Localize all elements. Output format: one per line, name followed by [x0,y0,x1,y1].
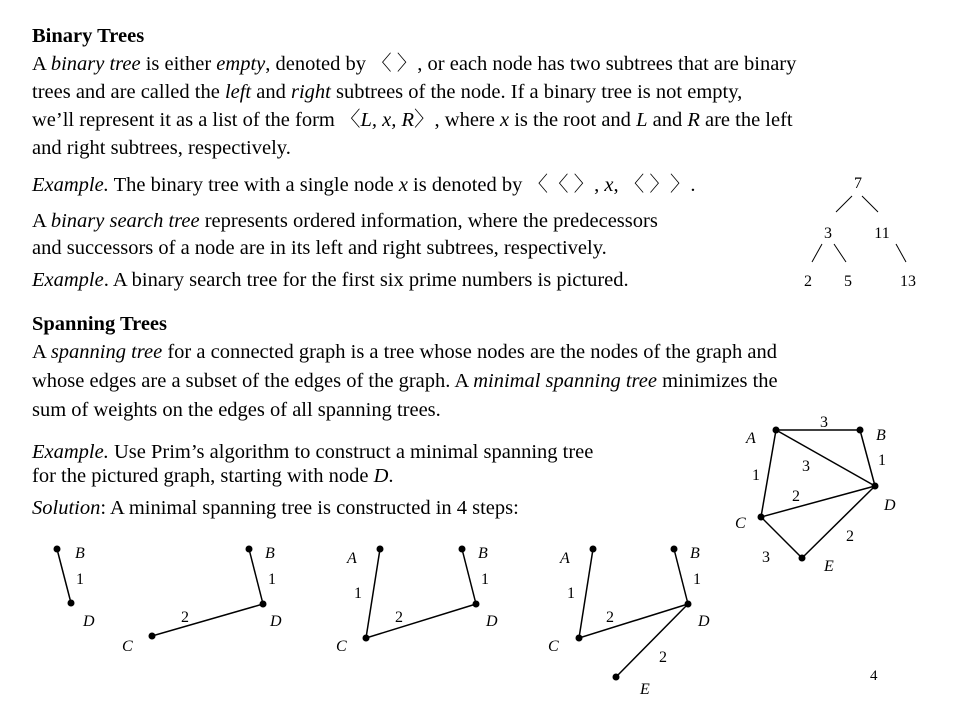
step4-edge-B-D [674,549,688,604]
step2-edge-C-D [152,604,263,636]
graph-edge-D-E [802,486,875,558]
step4-weight-A-C: 1 [567,585,575,602]
step3-node-D-dot [473,601,480,608]
weighted-graph-figure [735,414,896,575]
step2-label-D: D [270,613,282,630]
bst-node-5: 5 [844,273,852,290]
step3-label-C: C [336,638,347,655]
graph-node-label-D: D [884,497,896,514]
graph-node-D-dot [872,483,879,490]
step4-edge-A-C [579,549,593,638]
step2-label-B: B [265,545,275,562]
binary-tree-example1: Example. The binary tree with a single node x is denoted by 〈〈 〉, x, 〈 〉〉. [32,174,696,196]
graph-weight-A-D: 3 [802,458,810,475]
page-number: 4 [870,668,878,684]
step4-node-B-dot [671,546,678,553]
prim-step-4 [548,545,710,698]
step3-node-C-dot [363,635,370,642]
bst-definition-line1: A binary search tree represents ordered information, where the predecessors [32,210,658,232]
step1-edge-B-D [57,549,71,603]
graph-edge-A-C [761,430,776,517]
step3-label-B: B [478,545,488,562]
bst-node-7: 7 [854,175,862,192]
graph-weight-C-E: 3 [762,549,770,566]
step4-label-E: E [640,681,650,698]
step4-node-D-dot [685,601,692,608]
step3-weight-B-D: 1 [481,571,489,588]
graph-weight-A-C: 1 [752,467,760,484]
step3-label-D: D [486,613,498,630]
binary-tree-definition-line2: trees and are called the left and right subtrees of the node. If a binary tree is not empty, [32,81,743,103]
step2-label-C: C [122,638,133,655]
binary-tree-definition-line3: we’ll represent it as a list of the form 〈L, x, R〉, where x is the root and L and R are the left [32,109,793,131]
step4-node-E-dot [613,674,620,681]
bst-definition-line2: and successors of a node are in its left and right subtrees, respectively. [32,237,607,259]
step4-label-A: A [560,550,570,567]
step4-node-A-dot [590,546,597,553]
bst-node-11: 11 [874,225,890,242]
binary-tree-definition-line1: A binary tree is either empty, denoted by 〈 〉, or each node has two subtrees that are binary [32,53,797,75]
graph-edge-A-D [776,430,875,486]
step1-node-D-dot [68,600,75,607]
bst-edge-11-13 [896,244,906,262]
bst-node-3: 3 [824,225,832,242]
graph-node-label-A: A [746,430,756,447]
graph-node-A-dot [773,427,780,434]
graph-node-C-dot [758,514,765,521]
step4-label-C: C [548,638,559,655]
step2-weight-B-D: 1 [268,571,276,588]
step2-weight-C-D: 2 [181,609,189,626]
step3-node-A-dot [377,546,384,553]
graph-node-label-C: C [735,515,746,532]
spanning-trees-heading: Spanning Trees [32,313,168,335]
step3-weight-C-D: 2 [395,609,403,626]
step2-node-D-dot [260,601,267,608]
bst-figure [804,175,916,290]
bst-node-2: 2 [804,273,812,290]
graph-edge-B-D [860,430,875,486]
graph-edge-C-D [761,486,875,517]
graph-weight-B-D: 1 [878,452,886,469]
step4-node-C-dot [576,635,583,642]
graph-node-label-B: B [876,427,886,444]
prim-example-line1: Example. Use Prim’s algorithm to construct a minimal spanning tree [32,441,594,463]
step1-weight-B-D: 1 [76,571,84,588]
prim-example-line2: for the pictured graph, starting with node D. [32,465,394,487]
step1-node-B-dot [54,546,61,553]
graph-node-E-dot [799,555,806,562]
graph-weight-C-D: 2 [792,488,800,505]
prim-step-1 [54,545,96,630]
spanning-tree-definition-line2: whose edges are a subset of the edges of the graph. A minimal spanning tree minimizes the [32,370,778,392]
step3-edge-A-C [366,549,380,638]
step1-label-D: D [83,613,95,630]
spanning-tree-definition-line3: sum of weights on the edges of all spanning trees. [32,399,441,421]
binary-trees-heading: Binary Trees [32,25,145,47]
graph-weight-D-E: 2 [846,528,854,545]
bst-edge-7-3 [836,196,852,212]
bst-example: Example. A binary search tree for the first six prime numbers is pictured. [32,269,629,291]
bst-edge-7-11 [862,196,878,212]
step2-node-C-dot [149,633,156,640]
step3-node-B-dot [459,546,466,553]
bst-node-13: 13 [900,273,916,290]
step3-weight-A-C: 1 [354,585,362,602]
binary-tree-definition-line4: and right subtrees, respectively. [32,137,291,159]
graph-weight-A-B: 3 [820,414,828,431]
graph-node-B-dot [857,427,864,434]
step2-edge-B-D [249,549,263,604]
prim-step-3 [336,545,498,655]
prim-solution: Solution: A minimal spanning tree is constructed in 4 steps: [32,497,519,519]
spanning-tree-definition-line1: A spanning tree for a connected graph is a tree whose nodes are the nodes of the graph and [32,341,777,363]
step4-weight-D-E: 2 [659,649,667,666]
step4-label-B: B [690,545,700,562]
step2-node-B-dot [246,546,253,553]
step1-label-B: B [75,545,85,562]
step3-edge-C-D [366,604,476,638]
bst-edge-3-5 [834,244,846,262]
graph-node-label-E: E [824,558,834,575]
bst-edge-3-2 [812,244,822,262]
step4-weight-C-D: 2 [606,609,614,626]
prim-step-2 [122,545,282,655]
step4-weight-B-D: 1 [693,571,701,588]
step4-label-D: D [698,613,710,630]
step3-label-A: A [347,550,357,567]
step3-edge-B-D [462,549,476,604]
